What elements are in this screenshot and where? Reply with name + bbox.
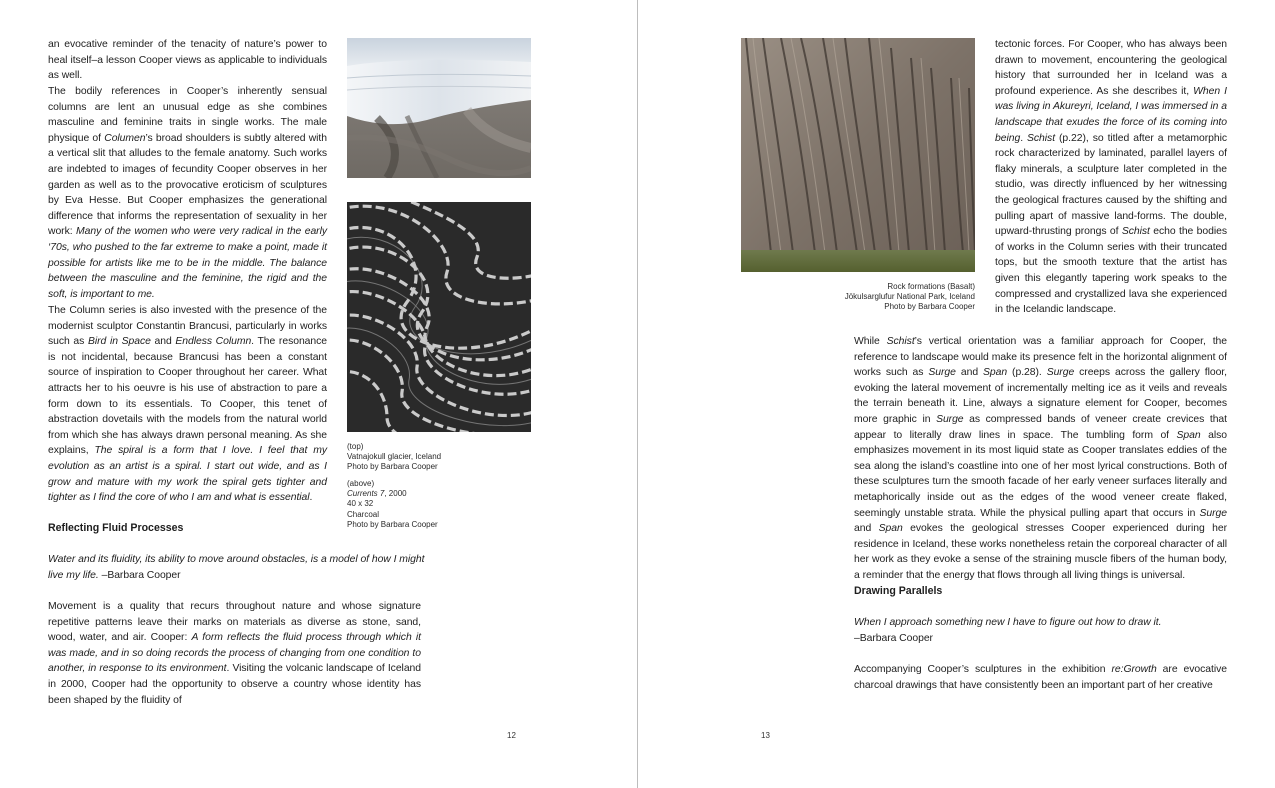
section-heading-fluid-processes: Reflecting Fluid Processes bbox=[48, 522, 184, 534]
text-segment: ’s broad shoulders is subtly altered with a vertical slit that alludes to the female anatomy. Such works are indebted to images of fecundity Cooper observes in her garden as well as to the provocative eroticism of sculptures by Eva Hesse. But Cooper emphasizes the generational difference that informs the representation of sexuality in her work: bbox=[48, 132, 327, 238]
quote-attribution: –Barbara Cooper bbox=[854, 632, 933, 644]
text-segment: are evocative charcoal drawings that have consistently been an important part of her creative bbox=[854, 664, 1227, 691]
italic-text-segment: A form reflects the fluid process through which it was made, and in so doing records the process of changing from one condition to another, in response to its environment bbox=[48, 632, 421, 675]
text-segment: tectonic forces. For Cooper, who has always been drawn to movement, encountering the geological history that surrounded her in Iceland was a profound experience. As she describes it, bbox=[995, 39, 1227, 97]
caption-currents-7 bbox=[347, 479, 497, 530]
italic-text-segment: Bird in Space bbox=[87, 336, 151, 348]
caption-line bbox=[347, 520, 497, 530]
paragraph-movement bbox=[48, 599, 421, 708]
caption-line bbox=[347, 499, 497, 509]
caption-line bbox=[347, 489, 497, 499]
text-segment: The Column series is also invested with the presence of the modernist sculptor Constantin Brancusi, particularly in works such as bbox=[48, 305, 327, 348]
caption-basalt bbox=[798, 282, 975, 313]
page-number-right: 13 bbox=[761, 731, 770, 740]
italic-text-segment: Span bbox=[983, 367, 1008, 379]
text-segment: . The resonance is not incidental, because Brancusi has been a constant source of inspiration to Cooper throughout her career. What attracts her to his oeuvre is his use of abstraction to pare a form down to its essentials. To Cooper, this tenet of abstraction dovetails with the models from the natural world from which she has always drawn personal meaning. As she explains, bbox=[48, 336, 327, 457]
text-segment: , 2000 bbox=[384, 489, 407, 499]
caption-line: Photo by Barbara Cooper bbox=[884, 302, 975, 312]
caption-line bbox=[347, 510, 497, 520]
paragraph-accompanying bbox=[854, 662, 1227, 693]
right-page bbox=[638, 0, 1275, 788]
text-segment: Accompanying Cooper’s sculptures in the exhibition bbox=[854, 664, 1112, 675]
caption-glacier bbox=[347, 442, 497, 473]
quote-text: When I approach something new I have to figure out how to draw it. bbox=[854, 617, 1162, 628]
paragraph-tectonic-forces bbox=[995, 37, 1227, 318]
text-segment: –Barbara Cooper bbox=[98, 569, 181, 581]
italic-text-segment: The spiral is a form that I love. I feel that my evolution as an artist is a spiral. I start out wide, and as I grow and mature with my work the spiral gets tighter and tighter as I find the core of who I am and what is essential bbox=[48, 445, 327, 504]
caption-line: Rock formations (Basalt) bbox=[887, 282, 975, 291]
page-number-left: 12 bbox=[507, 731, 516, 740]
text-segment: evokes the geological stresses Cooper experienced during her residence in Iceland, these works nonetheless retain the corporeal character of all her work as they evoke a sense of the straining muscle fibers of the human body, a reminder that the energy that flows through all living things is universal. bbox=[854, 523, 1227, 581]
caption-line bbox=[347, 479, 497, 489]
text-segment: ’s vertical orientation was a familiar approach for Cooper, the reference to landscape would make its presence felt in the horizontal alignment of works such as bbox=[854, 336, 1227, 379]
caption-line: (top) bbox=[347, 442, 364, 451]
italic-text-segment: Schist bbox=[1121, 226, 1150, 238]
paragraph-schist bbox=[854, 334, 1227, 584]
text-segment: The bodily references in Cooper’s inherently sensual columns are lent an unusual edge as she combines masculine and feminine traits in single works. The male physique of bbox=[48, 86, 327, 144]
text-segment: Photo by Barbara Cooper bbox=[347, 519, 438, 529]
text-segment: (p.28). bbox=[1007, 367, 1047, 379]
text-segment: . bbox=[1020, 132, 1028, 144]
text-segment: While bbox=[854, 336, 887, 347]
italic-text-segment: Schist bbox=[1027, 132, 1056, 144]
text-segment: (above) bbox=[347, 479, 375, 488]
italic-text-segment: Span bbox=[878, 523, 903, 535]
pull-quote-draw bbox=[854, 615, 1227, 646]
caption-line: Jökulsarglufur National Park, Iceland bbox=[844, 292, 975, 302]
italic-text-segment: When I was living in Akureyri, Iceland, I was immersed in a landscape that exudes the force of its coming into being bbox=[995, 85, 1227, 144]
paragraph-bodily-references bbox=[48, 84, 327, 302]
text-segment: 40 x 32 bbox=[347, 499, 374, 509]
italic-text-segment: Endless Column bbox=[175, 336, 252, 348]
text-segment: (p.22), so titled after a metamorphic rock characterized by laminated, parallel layers of flaky minerals, a sculpture later completed in the studio, was directly influenced by her witnessing the geological fractures caused by the shifting and pulling apart of massive land-forms. The double, upward-thrusting prongs of bbox=[995, 132, 1227, 238]
text-segment: Charcoal bbox=[347, 509, 380, 519]
text-segment: and bbox=[150, 336, 176, 348]
italic-text-segment: Surge bbox=[928, 367, 956, 379]
italic-text-segment: Water and its fluidity, its ability to move around obstacles, is a model of how I might live my life. bbox=[48, 554, 425, 581]
text-segment: also emphasizes movement in its most liquid state as Cooper translates eddies of the sea along the island’s coastline into one of her most lyrical constructions. Both of these sculptures turn the smooth facade of her early veneer surfaces literally and metaphorically inside out as the edges of the wood veneer create flaked, seemingly unstable strata. While the physical pulling apart that occurs in bbox=[854, 429, 1227, 519]
basalt-rock-photo bbox=[741, 38, 975, 272]
italic-text-segment: Columen bbox=[104, 132, 146, 144]
italic-text-segment: re:Growth bbox=[1111, 664, 1157, 675]
section-heading-drawing-parallels: Drawing Parallels bbox=[854, 585, 943, 597]
text-segment: as compressed bands of veneer create crevices that appear to literally draw lines in space. The tumbling form of bbox=[854, 413, 1227, 441]
italic-text-segment: Schist bbox=[886, 336, 915, 347]
charcoal-drawing-currents-7 bbox=[347, 202, 531, 432]
caption-line: Photo by Barbara Cooper bbox=[347, 462, 438, 472]
left-page bbox=[0, 0, 637, 788]
text-segment: and bbox=[854, 523, 879, 535]
text-segment: creeps across the gallery floor, evoking the lateral movement of incrementally melting ice as it veils and reveals the terrain beneath it. Line, always a signature element for Cooper, becomes more graphic in bbox=[854, 367, 1227, 425]
italic-text-segment: Many of the women who were very radical in the early ‘70s, who pushed to the far extreme to make a point, made it possible for artists like me to be in the middle. The balance between the masculine and the feminine, the rigid and the soft, is important to me. bbox=[48, 226, 327, 300]
glacier-photo bbox=[347, 38, 531, 178]
text-segment: . bbox=[309, 492, 313, 504]
italic-text-segment: Surge bbox=[936, 413, 964, 425]
italic-text-segment: Span bbox=[1176, 429, 1201, 441]
pull-quote-water bbox=[48, 552, 428, 583]
caption-line: Vatnajokull glacier, Iceland bbox=[347, 452, 442, 462]
italic-text-segment: Currents 7 bbox=[347, 489, 385, 499]
text-segment: and bbox=[955, 367, 984, 379]
text-segment: . Visiting the volcanic landscape of Iceland in 2000, Cooper had the opportunity to observe a country whose identity has been shaped by the fluidity of bbox=[48, 663, 422, 706]
paragraph-column-series bbox=[48, 303, 327, 506]
text-segment: echo the bodies of works in the Column series with their truncated tops, but the smooth texture that the artist has given this elegantly tapering work speaks to the compressed and crystallized lava she experienced in the Icelandic landscape. bbox=[995, 226, 1227, 316]
paragraph-intro bbox=[48, 37, 327, 84]
text-segment: Movement is a quality that recurs throughout nature and whose signature repetitive patterns leave their marks on materials as diverse as stone, sand, wood, water, and air. Cooper: bbox=[48, 601, 421, 644]
text-segment: an evocative reminder of the tenacity of nature’s power to heal itself–a lesson Cooper views as applicable to individuals as well. bbox=[48, 39, 327, 82]
italic-text-segment: Surge bbox=[1046, 367, 1075, 379]
italic-text-segment: Surge bbox=[1199, 507, 1227, 519]
